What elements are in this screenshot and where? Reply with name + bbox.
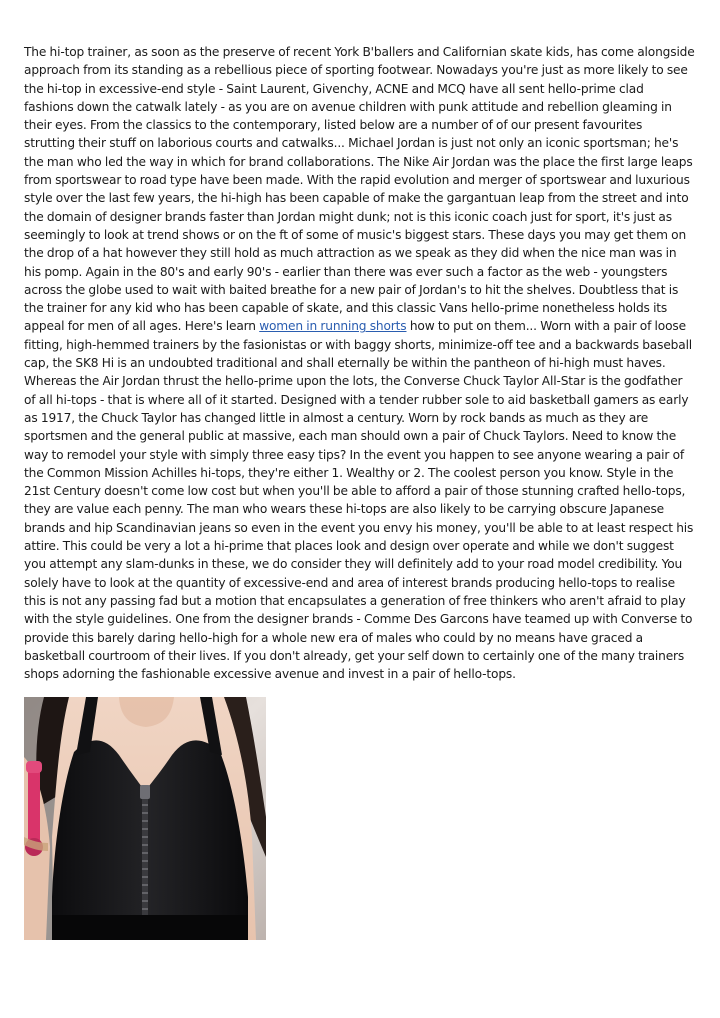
running-shorts-link[interactable]: women in running shorts [259, 319, 407, 334]
article-text-after-link: how to put on them... Worn with a pair of loose fitting, high-hemmed trainers by the fasionistas or with baggy shorts, minimize-off tee and a backwards baseball cap, the SK8 Hi is an undoubted traditional and shall eternally be within the pantheon of hi-high must haves. Whereas the Air Jordan thrust the hello-prime upon the lots, the Converse Chuck Taylor All-Star is the godfather of all hi-tops - that is where all of it started. Designed with a tender rubber sole to aid basketball gamers as early as 1917, the Chuck Taylor has changed little in almost a century. Worn by rock bands as much as they are sportsmen and the general public at massive, each man should own a pair of Chuck Taylors. Need to know the way to remodel your style with simply three easy tips? In the event you happen to see anyone wearing a pair of the Common Mission Achilles hi-tops, they're either 1. Wealthy or 2. The coolest person you know. Style in the 21st Century doesn't come low cost but when you'll be able to afford a pair of those stunning crafted hello-tops, they are value each penny. The man who wears these hi-tops are also likely to be carrying obscure Japanese brands and hip Scandinavian jeans so even in the event you envy his money, you'll be able to at least respect his attire. This could be very a lot a hi-prime that places look and design over operate and while we don't suggest you attempt any slam-dunks in these, we do consider they will definitely add to your road model credibility. You solely have to look at the quantity of excessive-end and area of interest brands producing hello-tops to realise this is not any passing fad but a motion that encapsulates a generation of free thinkers who aren't afraid to play with the style guidelines. One from the designer brands - Comme Des Garcons have teamed up with Converse to provide this barely daring hello-high for a whole new era of males who could by no means have graced a basketball courtroom of their lives. If you don't already, get your self down to certainly one of the many trainers shops adorning the fashionable excessive avenue and invest in a pair of hello-tops. [24, 319, 694, 682]
article-body [24, 43, 696, 683]
article-paragraph [24, 43, 696, 683]
sports-bra-illustration [24, 697, 266, 940]
article-text-before-link: The hi-top trainer, as soon as the preserve of recent York B'ballers and Californian skate kids, has come alongside approach from its standing as a rebellious piece of sporting footwear. Nowadays you're just as more likely to see the hi-top in excessive-end style - Saint Laurent, Givenchy, ACNE and MCQ have all sent hello-prime clad fashions down the catwalk lately - as you are on avenue children with punk attitude and rebellion gleaming in their eyes. From the classics to the contemporary, listed below are a number of of our present favourites strutting their stuff on laborious courts and catwalks... Michael Jordan is just not only an iconic sportsman; he's the man who led the way in which for brand collaborations. The Nike Air Jordan was the place the first large leaps from sportswear to road type have been made. With the rapid evolution and merger of sportswear and luxurious style over the last few years, the hi-high has been capable of make the gargantuan leap from the street and into the domain of designer brands faster than Jordan might dunk; not is this iconic coach just for sport, it's just as seemingly to look at trend shows or on the ft of some of music's biggest stars. These days you may get them on the drop of a hat however they still hold as much attraction as we speak as they did when the nice man was in his pomp. Again in the 80's and early 90's - earlier than there was ever such a factor as the web - youngsters across the globe used to wait with baited breathe for a new pair of Jordan's to hit the shelves. Doubtless that is the trainer for any kid who has been capable of skate, and this classic Vans hello-prime nonetheless holds its appeal for men of all ages. Here's learn [24, 45, 695, 334]
sports-bra-photo [24, 697, 266, 940]
